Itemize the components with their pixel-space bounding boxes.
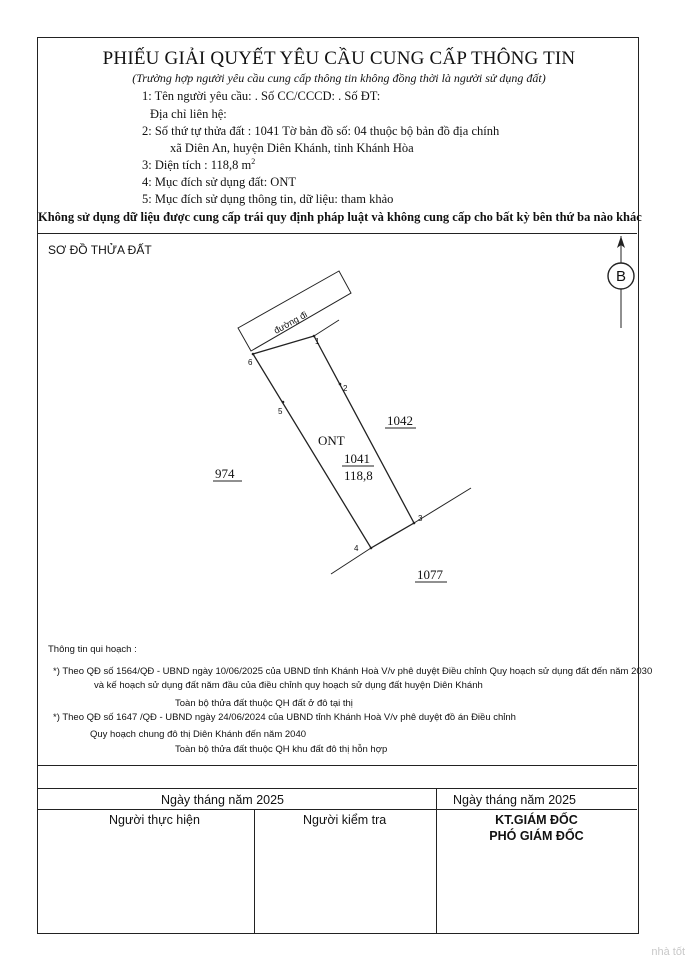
director-title-2: PHÓ GIÁM ĐỐC	[489, 829, 584, 843]
vertex-3-label: 3	[418, 514, 423, 523]
vertex-5-label: 5	[278, 407, 283, 416]
checker-label: Người kiểm tra	[303, 813, 387, 827]
north-arrow-icon	[608, 236, 634, 328]
watermark-logo: nhà tốt	[651, 946, 685, 958]
road-label: đường đi	[272, 309, 309, 336]
map-section-label: SƠ ĐỒ THỬA ĐẤT	[48, 243, 152, 257]
vertex-1-label: 1	[315, 337, 320, 346]
parcel-map	[38, 234, 637, 634]
planning-note-2-line-1: *) Theo QĐ số 1647 /QĐ - UBND ngày 24/06/2024 của UBND tỉnh Khánh Hoà V/v phê duyệt đồ án Điều chỉnh	[53, 712, 516, 723]
neighbor-1077-label: 1077	[417, 567, 443, 582]
neighbor-1042-label: 1042	[387, 413, 413, 428]
neighbor-974-label: 974	[215, 466, 235, 481]
parcel-location-line: xã Diên An, huyện Diên Khánh, tỉnh Khánh Hòa	[170, 141, 414, 155]
document-title: PHIẾU GIẢI QUYẾT YÊU CẦU CUNG CẤP THÔNG TIN	[102, 48, 576, 69]
planning-note-1-line-2: và kế hoạch sử dụng đất năm đầu của điều chỉnh quy hoạch sử dụng đất huyện Diên Khánh	[94, 680, 483, 691]
planning-note-1-line-3: Toàn bộ thửa đất thuộc QH đất ở đô tại thị	[175, 698, 353, 709]
boundary-line	[314, 320, 339, 336]
vertex-4-label: 4	[354, 544, 359, 553]
performer-label: Người thực hiện	[109, 813, 200, 827]
area-text: 3: Diện tích : 118,8 m	[142, 158, 252, 173]
column-divider	[436, 788, 437, 933]
area-unit-sup: 2	[251, 157, 256, 166]
contact-address-line: Địa chỉ liên hệ:	[150, 107, 227, 121]
planning-heading: Thông tin qui hoạch :	[48, 644, 137, 655]
planning-note-2-line-2: Quy hoạch chung đô thị Diên Khánh đến năm 2040	[90, 729, 307, 740]
document-frame	[37, 37, 653, 934]
vertex-6-label: 6	[248, 358, 253, 367]
info-purpose-line: 5: Mục đích sử dụng thông tin, dữ liệu: tham khảo	[142, 192, 394, 206]
divider	[38, 765, 637, 766]
date-left: Ngày tháng năm 2025	[161, 793, 285, 807]
north-label: B	[615, 268, 627, 285]
document-subtitle: (Trường hợp người yêu cầu cung cấp thông tin không đồng thời là người sử dụng đất)	[132, 71, 546, 85]
column-divider	[254, 809, 255, 933]
parcel-number-label: 1041	[344, 451, 370, 466]
parcel-area-label: 118,8	[344, 468, 373, 483]
land-use-line: 4: Mục đích sử dụng đất: ONT	[142, 175, 296, 189]
boundary-line	[414, 488, 471, 523]
vertex-2-label: 2	[343, 384, 348, 393]
land-type-label: ONT	[318, 433, 345, 448]
planning-note-1-line-1: *) Theo QĐ số 1564/QĐ - UBND ngày 10/06/2025 của UBND tỉnh Khánh Hoà V/v phê duyệt Điều chỉnh Quy hoạch sử dụng đất đến năm 2030	[53, 666, 653, 677]
usage-warning: Không sử dụng dữ liệu được cung cấp trái quy định pháp luật và không cung cấp cho bất kỳ bên thứ ba nào khác	[38, 210, 642, 224]
date-right: Ngày tháng năm 2025	[453, 793, 577, 807]
requester-line: 1: Tên người yêu cầu: . Số CC/CCCD: . Số ĐT:	[142, 89, 381, 103]
boundary-line	[331, 548, 371, 574]
divider	[38, 809, 637, 810]
parcel-number-line: 2: Số thứ tự thửa đất : 1041 Tờ bản đồ số: 04 thuộc bộ bản đồ địa chính	[142, 124, 500, 138]
director-title-1: KT.GIÁM ĐỐC	[495, 813, 578, 827]
area-line	[142, 157, 255, 173]
road-strip	[238, 271, 351, 351]
planning-note-2-line-3: Toàn bộ thửa đất thuộc QH khu đất đô thị hỗn hợp	[175, 744, 388, 755]
divider	[38, 788, 637, 789]
